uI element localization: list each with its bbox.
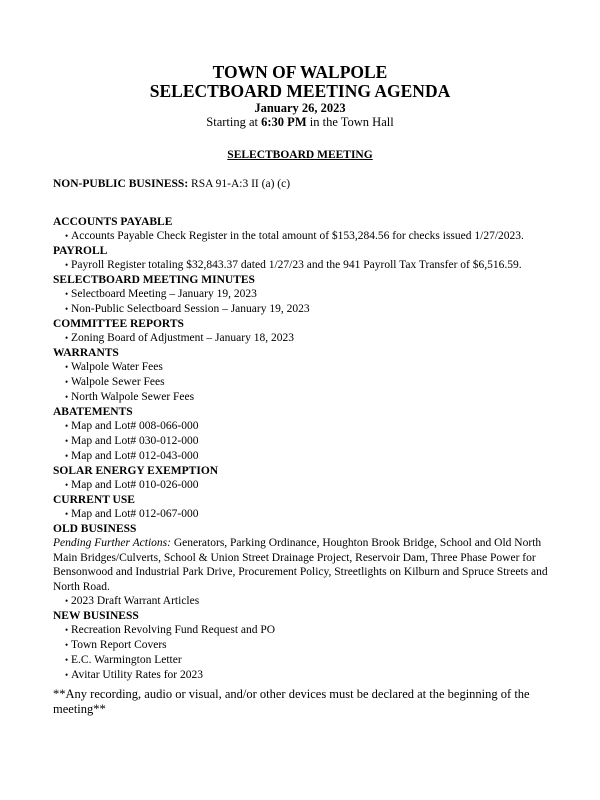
pending-label: Pending Further Actions: <box>53 537 171 549</box>
agenda-item-text: North Walpole Sewer Fees <box>71 391 195 403</box>
non-public-business <box>53 177 553 191</box>
agenda-item-text: Avitar Utility Rates for 2023 <box>71 669 204 681</box>
bullet-icon: • <box>65 392 69 402</box>
agenda-item <box>53 229 553 244</box>
agenda-item-text: Town Report Covers <box>71 639 167 651</box>
section-heading: SELECTBOARD MEETING <box>227 149 373 161</box>
section-title: SELECTBOARD MEETING MINUTES <box>53 274 255 286</box>
agenda-sections <box>53 215 553 522</box>
bullet-icon: • <box>65 362 69 372</box>
old-business-heading: OLD BUSINESS <box>53 523 137 535</box>
meeting-start <box>0 115 600 130</box>
agenda-item <box>53 449 553 464</box>
bullet-icon: • <box>65 640 69 650</box>
non-public-label: NON-PUBLIC BUSINESS: <box>53 178 189 190</box>
section-title: WARRANTS <box>53 347 119 359</box>
new-business-items <box>53 623 553 683</box>
agenda-item <box>53 287 553 302</box>
agenda-item <box>53 653 553 668</box>
start-time: 6:30 PM <box>261 115 307 129</box>
agenda-item-text: Map and Lot# 008-066-000 <box>71 420 199 432</box>
bullet-icon: • <box>65 421 69 431</box>
agenda-item-text: Accounts Payable Check Register in the total amount of $153,284.56 for checks issued 1/27/2023. <box>71 230 524 242</box>
bullet-icon: • <box>65 655 69 665</box>
agenda-item <box>53 478 553 493</box>
agenda-item <box>53 360 553 375</box>
agenda-item-text: Payroll Register totaling $32,843.37 dated 1/27/23 and the 941 Payroll Tax Transfer of $6,516.59. <box>71 259 522 271</box>
old-business-items <box>53 594 553 609</box>
agenda-item-text: Map and Lot# 010-026-000 <box>71 479 199 491</box>
recording-notice: **Any recording, audio or visual, and/or other devices must be declared at the beginning of the meeting** <box>53 687 530 716</box>
agenda-item-text: E.C. Warmington Letter <box>71 654 182 666</box>
agenda-item-text: Zoning Board of Adjustment – January 18, 2023 <box>71 332 294 344</box>
section-title: PAYROLL <box>53 245 108 257</box>
agenda-item-text: Map and Lot# 012-067-000 <box>71 508 199 520</box>
bullet-icon: • <box>65 304 69 314</box>
agenda-item-text: Recreation Revolving Fund Request and PO <box>71 624 276 636</box>
bullet-icon: • <box>65 231 69 241</box>
bullet-icon: • <box>65 596 69 606</box>
bullet-icon: • <box>65 260 69 270</box>
agenda-item-text: Non-Public Selectboard Session – January 19, 2023 <box>71 303 310 315</box>
agenda-item-text: Selectboard Meeting – January 19, 2023 <box>71 288 257 300</box>
section-title: CURRENT USE <box>53 494 135 506</box>
section-title: COMMITTEE REPORTS <box>53 318 184 330</box>
agenda-item-text: 2023 Draft Warrant Articles <box>71 595 200 607</box>
pending-text: Generators, Parking Ordinance, Houghton Brook Bridge, School and Old North Main Bridges/Culverts, School & Union Street Drainage Project, Reservoir Dam, Three Phase Power for Bensonwood and Industrial Park Drive, Procurement Policy, Streetlights on Kilburn and Spruce Streets and North Road. <box>53 537 548 593</box>
agenda-item-text: Walpole Water Fees <box>71 361 163 373</box>
agenda-item <box>53 258 553 273</box>
new-business-heading: NEW BUSINESS <box>53 610 139 622</box>
section-title: ABATEMENTS <box>53 406 133 418</box>
agenda-item <box>53 375 553 390</box>
agenda-item <box>53 331 553 346</box>
bullet-icon: • <box>65 333 69 343</box>
agenda-item-text: Map and Lot# 012-043-000 <box>71 450 199 462</box>
agenda-item <box>53 419 553 434</box>
bullet-icon: • <box>65 289 69 299</box>
section-title: ACCOUNTS PAYABLE <box>53 216 173 228</box>
meeting-date: January 26, 2023 <box>254 101 346 115</box>
agenda-item <box>53 390 553 405</box>
agenda-item <box>53 302 553 317</box>
agenda-body <box>53 177 553 717</box>
section-title: SOLAR ENERGY EXEMPTION <box>53 465 219 477</box>
agenda-item-text: Walpole Sewer Fees <box>71 376 165 388</box>
start-suffix: in the Town Hall <box>306 115 394 129</box>
bullet-icon: • <box>65 377 69 387</box>
non-public-text: RSA 91-A:3 II (a) (c) <box>188 178 291 190</box>
agenda-item <box>53 623 553 638</box>
agenda-item <box>53 638 553 653</box>
agenda-item <box>53 507 553 522</box>
bullet-icon: • <box>65 670 69 680</box>
pending-actions <box>53 536 553 594</box>
bullet-icon: • <box>65 625 69 635</box>
bullet-icon: • <box>65 436 69 446</box>
bullet-icon: • <box>65 451 69 461</box>
agenda-item <box>53 594 553 609</box>
start-prefix: Starting at <box>206 115 262 129</box>
bullet-icon: • <box>65 480 69 490</box>
agenda-item-text: Map and Lot# 030-012-000 <box>71 435 199 447</box>
org-name: TOWN OF WALPOLE <box>212 62 388 82</box>
bullet-icon: • <box>65 509 69 519</box>
agenda-title: SELECTBOARD MEETING AGENDA <box>149 81 451 101</box>
agenda-item <box>53 434 553 449</box>
agenda-item <box>53 668 553 683</box>
